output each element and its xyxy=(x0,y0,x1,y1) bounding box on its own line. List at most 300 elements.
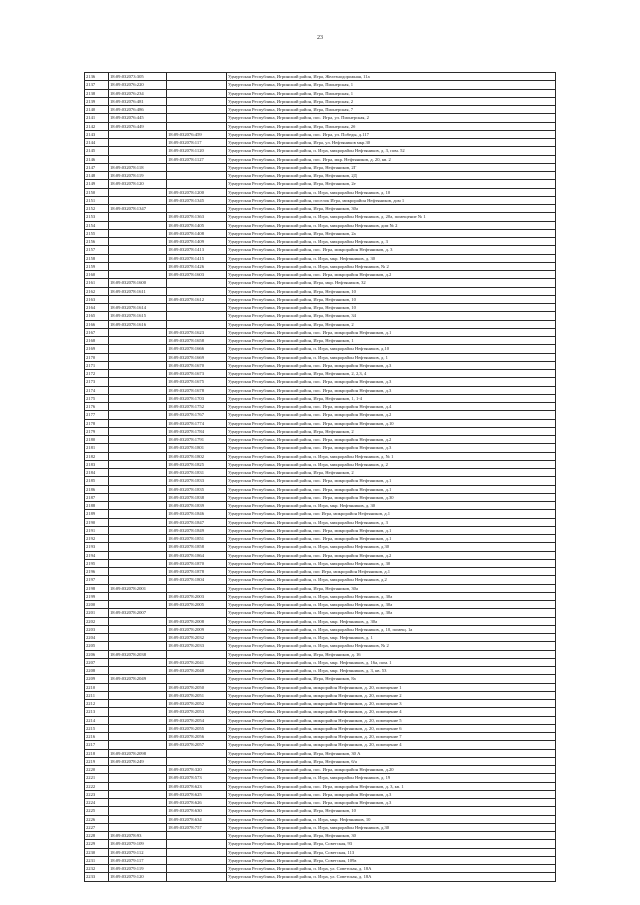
table-row xyxy=(85,716,556,724)
table-row xyxy=(85,502,556,510)
table-row xyxy=(85,856,556,864)
table-row xyxy=(85,452,556,460)
building-number-cell: 18:09:032078:1752 xyxy=(167,403,227,411)
address-cell: Удмуртская Республика, Игринский район, Игра, Нефтяников, д. 16 xyxy=(227,650,556,658)
row-number-cell: 2189 xyxy=(85,510,109,518)
row-number-cell: 2175 xyxy=(85,394,109,402)
land-plot-number-cell: 18:09:032079:109 xyxy=(109,840,167,848)
land-plot-number-cell xyxy=(109,518,167,526)
land-plot-number-cell xyxy=(109,700,167,708)
table-row xyxy=(85,848,556,856)
address-cell: Удмуртская Республика, Игринский район, микрорайон Нефтяников, д. 20, помещение 3 xyxy=(227,700,556,708)
row-number-cell: 2209 xyxy=(85,675,109,683)
address-cell: Удмуртская Республика, Игринский район, микрорайон Нефтяников, д. 20, помещение 4 xyxy=(227,708,556,716)
address-cell: Удмуртская Республика, Игринский район, микрорайон Нефтяников, д. 20, помещение 7 xyxy=(227,733,556,741)
table-row xyxy=(85,304,556,312)
row-number-cell: 2224 xyxy=(85,799,109,807)
page-number: 23 xyxy=(317,35,323,41)
land-plot-number-cell xyxy=(109,774,167,782)
land-plot-number-cell xyxy=(109,493,167,501)
address-cell: Удмуртская Республика, Игринский район, пос. Игра, микрорайон Нефтяников, д.2 xyxy=(227,271,556,279)
address-cell: Удмуртская Республика, Игринский район, пос Игра, микрорайон Нефтяников, д.1 xyxy=(227,510,556,518)
address-cell: Удмуртская Республика, Игринский район, Игра, Нефтяников, 1 xyxy=(227,337,556,345)
address-cell: Удмуртская Республика, Игринский район, Игра, Железнодорожная, 11а xyxy=(227,73,556,81)
row-number-cell: 2139 xyxy=(85,97,109,105)
building-number-cell: 18:09:032078:1833 xyxy=(167,477,227,485)
address-cell: Удмуртская Республика, Игринский район, Игра, Нефтяников, 10 xyxy=(227,295,556,303)
land-plot-number-cell: 18:09:032076:445 xyxy=(109,114,167,122)
address-cell: Удмуртская Республика, Игринский район, п. Игра, микрорайон Нефтяников, д. 19 xyxy=(227,774,556,782)
building-number-cell: 18:09:032078:1413 xyxy=(167,246,227,254)
building-number-cell: 18:09:032078:2050 xyxy=(167,683,227,691)
address-cell: Удмуртская Республика, Игринский район, Игра, Нефтяников, 10 xyxy=(227,304,556,312)
building-number-cell: 18:09:032078:1408 xyxy=(167,229,227,237)
address-cell: Удмуртская Республика, Игринский район, п. Игра, микрорайон Нефтяников, д.2 xyxy=(227,576,556,584)
row-number-cell: 2185 xyxy=(85,477,109,485)
row-number-cell: 2204 xyxy=(85,634,109,642)
table-row xyxy=(85,584,556,592)
land-plot-number-cell xyxy=(109,625,167,633)
building-number-cell: 18:09:032078:1851 xyxy=(167,535,227,543)
row-number-cell: 2207 xyxy=(85,658,109,666)
land-plot-number-cell xyxy=(109,403,167,411)
table-row xyxy=(85,675,556,683)
building-number-cell: 18:09:032078:2056 xyxy=(167,733,227,741)
table-row xyxy=(85,493,556,501)
table-row xyxy=(85,172,556,180)
building-number-cell xyxy=(167,320,227,328)
building-number-cell: 18:09:032078:2053 xyxy=(167,708,227,716)
land-plot-number-cell: 18:09:032078:1614 xyxy=(109,304,167,312)
address-cell: Удмуртская Республика, Игринский район, пос. Игра, микрорайон Нефтяников, д.1 xyxy=(227,526,556,534)
address-cell: Удмуртская Республика, Игринский район, Игра, Нефтяников, 30а xyxy=(227,205,556,213)
building-number-cell xyxy=(167,106,227,114)
row-number-cell: 2201 xyxy=(85,609,109,617)
row-number-cell: 2228 xyxy=(85,832,109,840)
row-number-cell: 2138 xyxy=(85,89,109,97)
building-number-cell: 18:09:032078:2048 xyxy=(167,667,227,675)
land-plot-number-cell: 18:09:032079:119 xyxy=(109,865,167,873)
row-number-cell: 2229 xyxy=(85,840,109,848)
row-number-cell: 2178 xyxy=(85,419,109,427)
address-cell: Удмуртская Республика, Игринский район, Игра, Нефтяников, 2 xyxy=(227,427,556,435)
land-plot-number-cell xyxy=(109,741,167,749)
land-plot-number-cell xyxy=(109,535,167,543)
building-number-cell xyxy=(167,172,227,180)
row-number-cell: 2198 xyxy=(85,584,109,592)
row-number-cell: 2152 xyxy=(85,205,109,213)
row-number-cell: 2142 xyxy=(85,122,109,130)
table-row xyxy=(85,634,556,642)
land-plot-number-cell xyxy=(109,634,167,642)
table-row xyxy=(85,378,556,386)
row-number-cell: 2144 xyxy=(85,139,109,147)
building-number-cell: 18:09:032078:1878 xyxy=(167,568,227,576)
land-plot-number-cell xyxy=(109,526,167,534)
row-number-cell: 2180 xyxy=(85,436,109,444)
row-number-cell: 2191 xyxy=(85,526,109,534)
table-row xyxy=(85,691,556,699)
row-number-cell: 2232 xyxy=(85,865,109,873)
table-row xyxy=(85,229,556,237)
address-cell: Удмуртская Республика, Игринский район, пос. Игра, микрорайон Нефтяников, д.1 xyxy=(227,477,556,485)
table-row xyxy=(85,551,556,559)
row-number-cell: 2143 xyxy=(85,130,109,138)
table-row xyxy=(85,320,556,328)
row-number-cell: 2169 xyxy=(85,345,109,353)
row-number-cell: 2141 xyxy=(85,114,109,122)
table-row xyxy=(85,576,556,584)
row-number-cell: 2155 xyxy=(85,229,109,237)
row-number-cell: 2153 xyxy=(85,213,109,221)
address-cell: Удмуртская Республика, Игринский район, пос. Игра, ул. Пионерская, 2 xyxy=(227,114,556,122)
land-plot-number-cell: 18:09:032078:1347 xyxy=(109,205,167,213)
row-number-cell: 2211 xyxy=(85,691,109,699)
table-row xyxy=(85,518,556,526)
land-plot-number-cell xyxy=(109,658,167,666)
table-row xyxy=(85,535,556,543)
land-plot-number-cell xyxy=(109,460,167,468)
land-plot-number-cell: 18:09:032078:120 xyxy=(109,180,167,188)
table-row xyxy=(85,180,556,188)
land-plot-number-cell xyxy=(109,147,167,155)
land-plot-number-cell xyxy=(109,419,167,427)
row-number-cell: 2170 xyxy=(85,353,109,361)
building-number-cell xyxy=(167,757,227,765)
address-cell: Удмуртская Республика, Игринский район, Игра, Нефтяников, 6/а xyxy=(227,757,556,765)
land-plot-number-cell xyxy=(109,617,167,625)
building-number-cell: 18:09:032078:1839 xyxy=(167,502,227,510)
land-plot-number-cell: 18:09:032078:2098 xyxy=(109,749,167,757)
land-plot-number-cell xyxy=(109,436,167,444)
table-row xyxy=(85,73,556,81)
address-cell: Удмуртская Республика, Игринский район, пос. Игра, микрорайон Нефтяников, д.2 xyxy=(227,411,556,419)
row-number-cell: 2159 xyxy=(85,262,109,270)
table-row xyxy=(85,477,556,485)
land-plot-number-cell: 18:09:032078:1600 xyxy=(109,279,167,287)
land-plot-number-cell xyxy=(109,221,167,229)
land-plot-number-cell xyxy=(109,130,167,138)
building-number-cell xyxy=(167,848,227,856)
building-number-cell: 18:09:032078:2003 xyxy=(167,592,227,600)
land-plot-number-cell xyxy=(109,790,167,798)
row-number-cell: 2199 xyxy=(85,592,109,600)
address-cell: Удмуртская Республика, Игринский район, п. Игра, микрорайон Нефтяников, д. 10, помещ. 1а xyxy=(227,625,556,633)
address-cell: Удмуртская Республика, Игринский район, микрорайон Нефтяников, д. 20, помещение 6 xyxy=(227,724,556,732)
address-cell: Удмуртская Республика, Игринский район, Игра, Нефтяников, 2 xyxy=(227,469,556,477)
land-plot-number-cell: 18:09:032078:2038 xyxy=(109,650,167,658)
address-cell: Удмуртская Республика, Игринский район, пос. Игра, микрорайон Нефтяников, д. 3 xyxy=(227,246,556,254)
building-number-cell: 18:09:032078:1831 xyxy=(167,469,227,477)
address-cell: Удмуртская Республика, Игринский район, п. Игра, микрорайон Нефтяников, д. 30а xyxy=(227,609,556,617)
address-cell: Удмуртская Республика, Игринский район, Игра, Нефтяников, 2е xyxy=(227,180,556,188)
row-number-cell: 2154 xyxy=(85,221,109,229)
land-plot-number-cell: 18:09:032078:118 xyxy=(109,163,167,171)
table-row xyxy=(85,254,556,262)
land-plot-number-cell xyxy=(109,543,167,551)
building-number-cell: 18:09:032078:1612 xyxy=(167,295,227,303)
address-cell: Удмуртская Республика, Игринский район, пос. Игра, микрорайон Нефтяников, д.4 xyxy=(227,403,556,411)
building-number-cell: 18:09:032078:2055 xyxy=(167,724,227,732)
table-row xyxy=(85,749,556,757)
address-cell: Удмуртская Республика, Игринский район, пос. Игра, микрорайон Нефтяников, д.1 xyxy=(227,485,556,493)
land-plot-number-cell xyxy=(109,188,167,196)
address-cell: Удмуртская Республика, Игринский район, пос. Игра, микрорайон Нефтяников, д.1 xyxy=(227,535,556,543)
land-plot-number-cell: 18:09:032076:449 xyxy=(109,122,167,130)
land-plot-number-cell xyxy=(109,683,167,691)
row-number-cell: 2215 xyxy=(85,724,109,732)
building-number-cell xyxy=(167,287,227,295)
address-cell: Удмуртская Республика, Игринский район, Игра, Нефтяников, 2а xyxy=(227,229,556,237)
land-plot-number-cell xyxy=(109,271,167,279)
land-plot-number-cell xyxy=(109,568,167,576)
address-cell: Удмуртская Республика, Игринский район, микрорайон Нефтяников, д. 20, помещение 1 xyxy=(227,683,556,691)
building-number-cell xyxy=(167,81,227,89)
building-number-cell xyxy=(167,832,227,840)
building-number-cell: 18:09:032078:1802 xyxy=(167,452,227,460)
address-cell: Удмуртская Республика, Игринский район, п. Игра, мкр. Нефтяников, 10 xyxy=(227,815,556,823)
land-plot-number-cell: 18:09:032079:117 xyxy=(109,856,167,864)
building-number-cell xyxy=(167,279,227,287)
row-number-cell: 2190 xyxy=(85,518,109,526)
building-number-cell: 18:09:032078:1849 xyxy=(167,526,227,534)
land-plot-number-cell: 18:09:032078:1615 xyxy=(109,312,167,320)
address-cell: Удмуртская Республика, Игринский район, Игра, Нефтяников, 1, 1-4 xyxy=(227,394,556,402)
land-plot-number-cell xyxy=(109,485,167,493)
land-plot-number-cell xyxy=(109,766,167,774)
building-number-cell: 18:09:032078:1658 xyxy=(167,337,227,345)
table-row xyxy=(85,790,556,798)
row-number-cell: 2168 xyxy=(85,337,109,345)
table-row xyxy=(85,81,556,89)
table-row xyxy=(85,287,556,295)
table-row xyxy=(85,510,556,518)
table-row xyxy=(85,295,556,303)
building-number-cell: 18:09:032078:1801 xyxy=(167,444,227,452)
address-cell: Удмуртская Республика, Игринский район, п. Игра, микрорайон Нефтяников, д.30 xyxy=(227,823,556,831)
land-plot-number-cell xyxy=(109,370,167,378)
land-plot-number-cell xyxy=(109,328,167,336)
building-number-cell: 18:09:032078:1767 xyxy=(167,411,227,419)
table-row xyxy=(85,89,556,97)
row-number-cell: 2183 xyxy=(85,460,109,468)
address-cell: Удмуртская Республика, Игринский район, Игра, Нефтяников, 30 А xyxy=(227,749,556,757)
land-plot-number-cell xyxy=(109,716,167,724)
register-table xyxy=(84,72,556,882)
land-plot-number-cell xyxy=(109,510,167,518)
row-number-cell: 2145 xyxy=(85,147,109,155)
table-row xyxy=(85,139,556,147)
land-plot-number-cell xyxy=(109,815,167,823)
land-plot-number-cell: 18:09:032078:1616 xyxy=(109,320,167,328)
building-number-cell: 18:09:032078:1200 xyxy=(167,188,227,196)
table-row xyxy=(85,757,556,765)
building-number-cell xyxy=(167,163,227,171)
land-plot-number-cell xyxy=(109,139,167,147)
table-row xyxy=(85,460,556,468)
table-row xyxy=(85,469,556,477)
row-number-cell: 2216 xyxy=(85,733,109,741)
table-row xyxy=(85,601,556,609)
address-cell: Удмуртская Республика, Игринский район, Игра, Пионерская, 2б xyxy=(227,122,556,130)
table-row xyxy=(85,155,556,163)
building-number-cell: 18:09:032078:1603 xyxy=(167,271,227,279)
address-cell: Удмуртская Республика, Игринский район, п. Игра, микрорайон Нефтяников, д. 2 xyxy=(227,460,556,468)
address-cell: Удмуртская Республика, Игринский район, п. Игра, микрорайон Нефтяников, д. 3 xyxy=(227,518,556,526)
address-cell: Удмуртская Республика, Игринский район, пос. Игра, микрорайон Нефтяников, д. 3, кв. 1 xyxy=(227,782,556,790)
row-number-cell: 2186 xyxy=(85,485,109,493)
table-row xyxy=(85,403,556,411)
building-number-cell: 18:09:032078:626 xyxy=(167,799,227,807)
building-number-cell: 18:09:032078:634 xyxy=(167,815,227,823)
building-number-cell: 18:09:032078:2009 xyxy=(167,625,227,633)
land-plot-number-cell xyxy=(109,427,167,435)
table-row xyxy=(85,782,556,790)
address-cell: Удмуртская Республика, Игринский район, пос. Игра, микрорайон Нефтяников, д.3 xyxy=(227,361,556,369)
land-plot-number-cell: 18:09:032076:234 xyxy=(109,89,167,97)
building-number-cell: 18:09:032078:630 xyxy=(167,807,227,815)
address-cell: Удмуртская Республика, Игринский район, поселок Игра, микрорайон Нефтяников, дом 1 xyxy=(227,196,556,204)
land-plot-number-cell xyxy=(109,378,167,386)
table-row xyxy=(85,650,556,658)
address-cell: Удмуртская Республика, Игринский район, Игра, Нефтяников, 30 xyxy=(227,832,556,840)
building-number-cell xyxy=(167,114,227,122)
address-cell: Удмуртская Республика, Игринский район, пос. Игра, микрорайон Нефтяников, д.1 xyxy=(227,328,556,336)
table-row xyxy=(85,568,556,576)
land-plot-number-cell xyxy=(109,229,167,237)
building-number-cell: 18:09:032078:573 xyxy=(167,774,227,782)
row-number-cell: 2217 xyxy=(85,741,109,749)
table-row xyxy=(85,724,556,732)
row-number-cell: 2182 xyxy=(85,452,109,460)
address-cell: Удмуртская Республика, Игринский район, п. Игра, ул. Советская, д. 18А xyxy=(227,865,556,873)
building-number-cell: 18:09:032078:1804 xyxy=(167,576,227,584)
land-plot-number-cell xyxy=(109,667,167,675)
table-row xyxy=(85,312,556,320)
table-row xyxy=(85,106,556,114)
land-plot-number-cell xyxy=(109,394,167,402)
land-plot-number-cell xyxy=(109,155,167,163)
land-plot-number-cell xyxy=(109,238,167,246)
building-number-cell: 18:09:032078:1673 xyxy=(167,370,227,378)
address-cell: Удмуртская Республика, Игринский район, Игра, Нефтяников, 2Д xyxy=(227,172,556,180)
land-plot-number-cell xyxy=(109,551,167,559)
row-number-cell: 2173 xyxy=(85,378,109,386)
table-row xyxy=(85,865,556,873)
row-number-cell: 2174 xyxy=(85,386,109,394)
land-plot-number-cell xyxy=(109,452,167,460)
land-plot-number-cell xyxy=(109,246,167,254)
row-number-cell: 2140 xyxy=(85,106,109,114)
building-number-cell: 18:09:032078:2054 xyxy=(167,716,227,724)
land-plot-number-cell xyxy=(109,262,167,270)
table-row xyxy=(85,799,556,807)
address-cell: Удмуртская Республика, Игринский район, пос. Игра, мкр. Нефтяников, д. 20, кв. 2 xyxy=(227,155,556,163)
land-plot-number-cell: 18:09:032078:2007 xyxy=(109,609,167,617)
land-plot-number-cell xyxy=(109,469,167,477)
row-number-cell: 2197 xyxy=(85,576,109,584)
table-row xyxy=(85,122,556,130)
building-number-cell xyxy=(167,180,227,188)
table-row xyxy=(85,683,556,691)
building-number-cell xyxy=(167,749,227,757)
table-row xyxy=(85,832,556,840)
row-number-cell: 2205 xyxy=(85,642,109,650)
address-cell: Удмуртская Республика, Игринский район, Игра, Пионерская, 7 xyxy=(227,106,556,114)
building-number-cell: 18:09:032078:1623 xyxy=(167,328,227,336)
table-row xyxy=(85,213,556,221)
address-cell: Удмуртская Республика, Игринский район, Игра, Нефтяников, 10 xyxy=(227,287,556,295)
table-row xyxy=(85,353,556,361)
building-number-cell xyxy=(167,609,227,617)
row-number-cell: 2220 xyxy=(85,766,109,774)
building-number-cell: 18:09:032078:2051 xyxy=(167,691,227,699)
row-number-cell: 2181 xyxy=(85,444,109,452)
building-number-cell xyxy=(167,865,227,873)
building-number-cell: 18:09:032078:1127 xyxy=(167,155,227,163)
address-cell: Удмуртская Республика, Игринский район, п. Игра, ул. Советская, д. 18А xyxy=(227,873,556,881)
building-number-cell xyxy=(167,89,227,97)
land-plot-number-cell xyxy=(109,807,167,815)
table-row xyxy=(85,221,556,229)
register-table-body xyxy=(85,73,556,882)
table-row xyxy=(85,642,556,650)
row-number-cell: 2165 xyxy=(85,312,109,320)
land-plot-number-cell xyxy=(109,559,167,567)
row-number-cell: 2171 xyxy=(85,361,109,369)
row-number-cell: 2227 xyxy=(85,823,109,831)
address-cell: Удмуртская Республика, Игринский район, пос. Игра, микрорайон Нефтяников, д.3 xyxy=(227,378,556,386)
land-plot-number-cell xyxy=(109,477,167,485)
building-number-cell: 18:09:032078:1405 xyxy=(167,221,227,229)
row-number-cell: 2179 xyxy=(85,427,109,435)
table-row xyxy=(85,279,556,287)
row-number-cell: 2156 xyxy=(85,238,109,246)
table-row xyxy=(85,394,556,402)
row-number-cell: 2162 xyxy=(85,287,109,295)
table-row xyxy=(85,337,556,345)
land-plot-number-cell: 18:09:032078:119 xyxy=(109,172,167,180)
table-row xyxy=(85,386,556,394)
row-number-cell: 2225 xyxy=(85,807,109,815)
table-row xyxy=(85,807,556,815)
table-row xyxy=(85,188,556,196)
land-plot-number-cell xyxy=(109,708,167,716)
building-number-cell: 18:09:032078:1363 xyxy=(167,213,227,221)
land-plot-number-cell xyxy=(109,386,167,394)
address-cell: Удмуртская Республика, Игринский район, п. Игра, мкр. Нефтяников, д. 3, кв. 53 xyxy=(227,667,556,675)
building-number-cell xyxy=(167,650,227,658)
address-cell: Удмуртская Республика, Игринский район, п. Игра, микрорайон Нефтяников, д. 20а, помещение № 1 xyxy=(227,213,556,221)
land-plot-number-cell xyxy=(109,733,167,741)
row-number-cell: 2208 xyxy=(85,667,109,675)
land-plot-number-cell xyxy=(109,295,167,303)
building-number-cell: 18:09:032078:1858 xyxy=(167,543,227,551)
address-cell: Удмуртская Республика, Игринский район, Игра, Советская, 93 xyxy=(227,840,556,848)
row-number-cell: 2184 xyxy=(85,469,109,477)
row-number-cell: 2187 xyxy=(85,493,109,501)
row-number-cell: 2158 xyxy=(85,254,109,262)
address-cell: Удмуртская Республика, Игринский район, пос. Игра, ул. Победы, д.117 xyxy=(227,130,556,138)
row-number-cell: 2177 xyxy=(85,411,109,419)
building-number-cell: 18:09:032078:2057 xyxy=(167,741,227,749)
building-number-cell: 18:09:032078:1835 xyxy=(167,485,227,493)
table-row xyxy=(85,163,556,171)
land-plot-number-cell: 18:09:032078:249 xyxy=(109,757,167,765)
address-cell: Удмуртская Республика, Игринский район, Игра, Пионерская, 1 xyxy=(227,81,556,89)
address-cell: Удмуртская Республика, Игринский район, пос Игра, микрорайон Нефтяников, д.1 xyxy=(227,568,556,576)
row-number-cell: 2149 xyxy=(85,180,109,188)
